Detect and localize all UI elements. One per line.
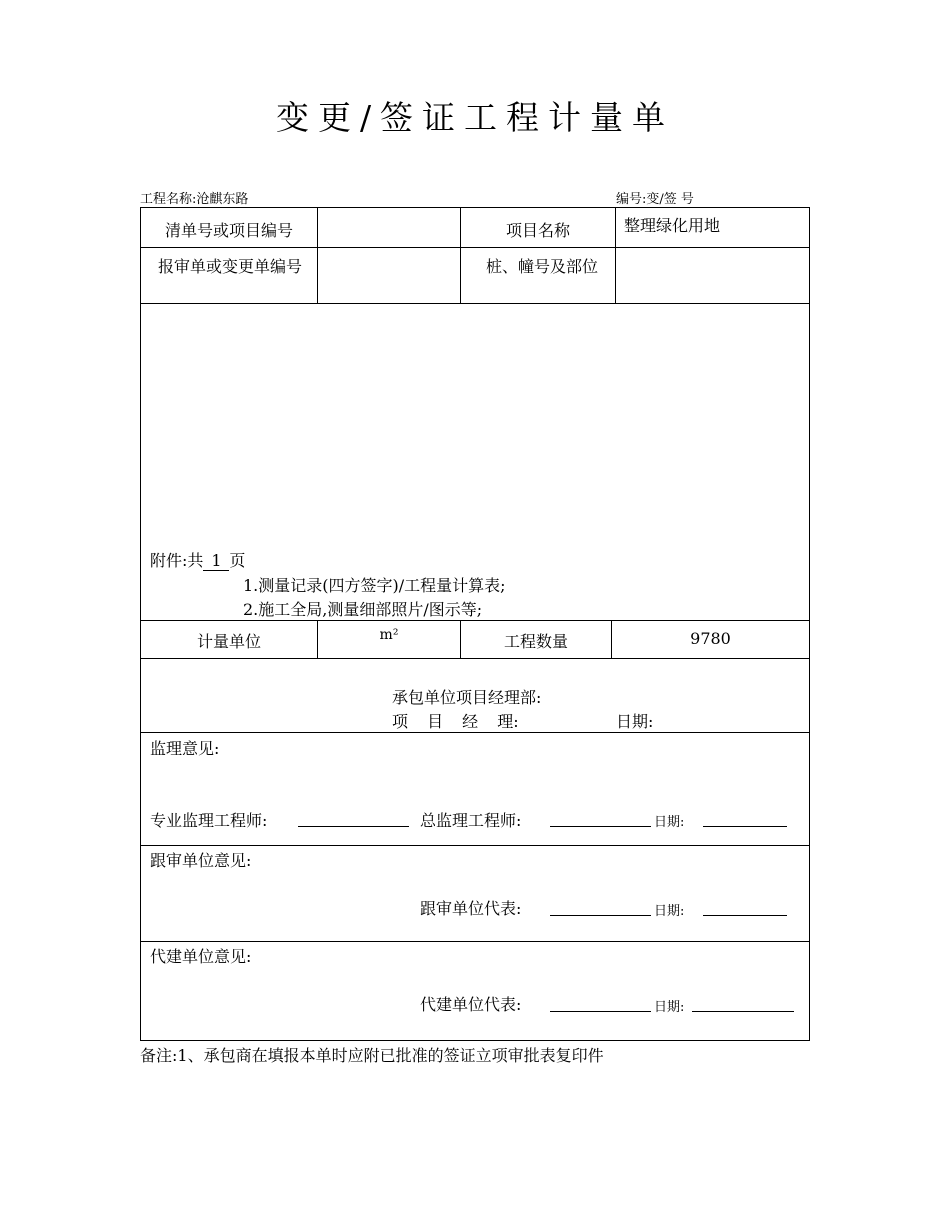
project-name-field xyxy=(140,188,344,208)
agent-rep-label: 代建单位代表: xyxy=(420,995,522,1014)
audit-signature-line[interactable] xyxy=(550,915,651,916)
audit-opinion-label: 跟审单位意见: xyxy=(150,851,252,870)
unit-label: 计量单位 xyxy=(196,632,261,651)
agent-opinion-label: 代建单位意见: xyxy=(150,947,252,966)
supervision-date-line[interactable] xyxy=(703,826,787,827)
quantity-value: 9780 xyxy=(690,629,731,648)
station-label: 桩、幢号及部位 xyxy=(485,257,598,276)
report-number-label: 报审单或变更单编号 xyxy=(157,257,302,276)
attachment-item-2: 2.施工全局,测量细部照片/图示等; xyxy=(243,600,483,619)
engineer-signature-line[interactable] xyxy=(298,826,409,827)
manager-label: 项 目 经 理: xyxy=(392,712,519,731)
item-code-label: 清单号或项目编号 xyxy=(164,221,293,240)
supervision-date-label: 日期: xyxy=(654,815,685,830)
item-name-value[interactable]: 整理绿化用地 xyxy=(624,216,721,235)
agent-date-label: 日期: xyxy=(654,1000,685,1015)
quantity-label: 工程数量 xyxy=(503,632,568,651)
audit-date-label: 日期: xyxy=(654,904,685,919)
supervision-opinion-label: 监理意见: xyxy=(150,739,220,758)
contractor-date-label: 日期: xyxy=(616,712,654,731)
attachments-label-suffix: 页 xyxy=(229,551,246,570)
attachments-pages: 1 xyxy=(203,551,229,571)
project-name-label: 工程名称: xyxy=(140,192,197,207)
agent-date-line[interactable] xyxy=(692,1011,794,1012)
agent-signature-line[interactable] xyxy=(550,1011,651,1012)
attachments-label-prefix: 附件:共 xyxy=(150,551,204,570)
attachment-item-1: 1.测量记录(四方签字)/工程量计算表; xyxy=(243,576,506,595)
footnote: 备注:1、承包商在填报本单时应附已批准的签证立项审批表复印件 xyxy=(140,1046,604,1065)
engineer-label: 专业监理工程师: xyxy=(150,811,268,830)
page-title: 变更/签证工程计量单 xyxy=(275,98,675,137)
audit-rep-label: 跟审单位代表: xyxy=(420,899,522,918)
chief-signature-line[interactable] xyxy=(550,826,651,827)
audit-date-line[interactable] xyxy=(703,915,787,916)
chief-engineer-label: 总监理工程师: xyxy=(420,811,522,830)
contractor-dept: 承包单位项目经理部: xyxy=(392,688,542,707)
form-number: 编号:变/签 号 xyxy=(616,192,694,207)
attachments-count xyxy=(150,548,245,571)
unit-value: m² xyxy=(379,627,399,643)
item-name-label: 项目名称 xyxy=(505,221,570,240)
project-name-value: 沧麒东路 xyxy=(196,188,344,208)
